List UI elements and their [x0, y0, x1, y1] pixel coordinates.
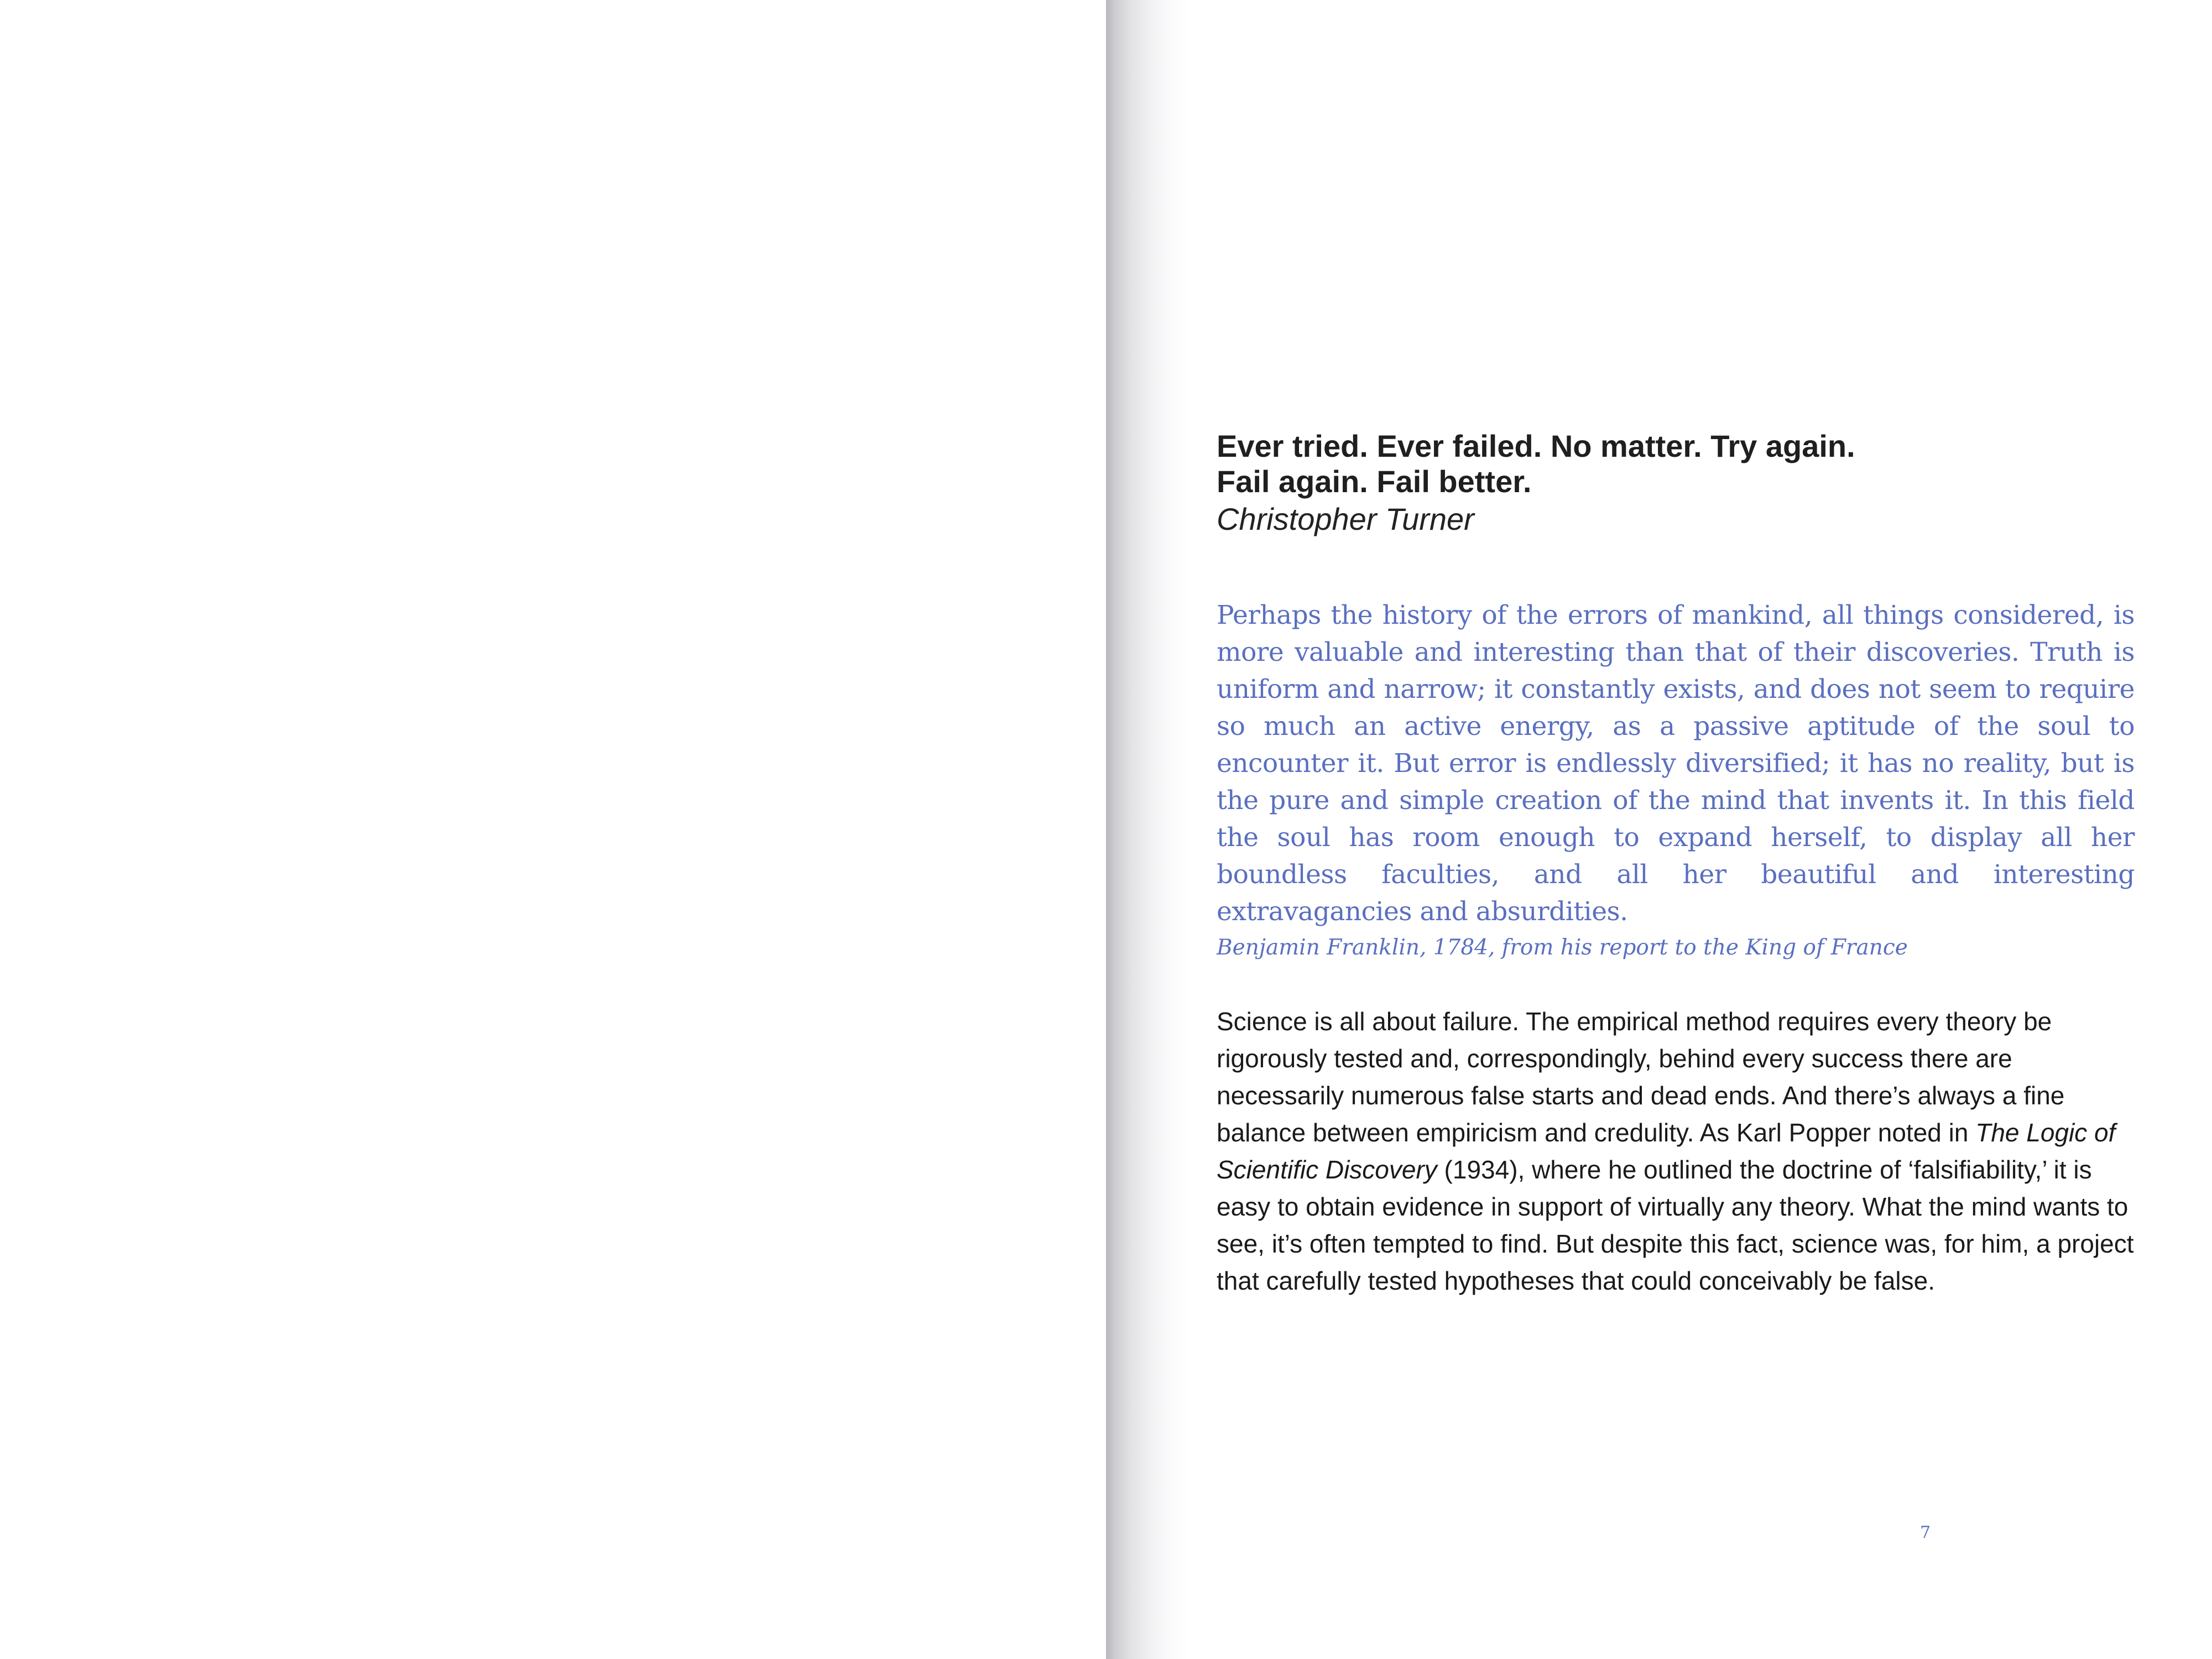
chapter-author: Christopher Turner	[1217, 502, 1474, 536]
epigraph-source: Benjamin Franklin, 1784, from his report to the King of France	[1217, 935, 1908, 960]
epigraph-quote: Perhaps the history of the errors of mankind, all things considered, is more valuable and interesting than that of their discoveries. Truth is uniform and narrow; it constantly exists, and does not seem to require so much an active energy, as a passive aptitude of the soul to encounter it. But error is endlessly diversified; it has no reality, but is the pure and simple creation of the mind that invents it. In this field the soul has room enough to expand herself, to display all her boundless faculties, and all her beautiful and interesting extravagancies and absurdities.	[1217, 600, 2135, 927]
chapter-title-line-2: Fail again. Fail better.	[1217, 464, 1532, 499]
page-number: 7	[1920, 1523, 1931, 1542]
body-text-part-1: Science is all about failure. The empirical method requires every theory be rigorously tested and, correspondingly, behind every success there are necessarily numerous false starts and dead ends. And there’s always a fine balance between empiricism and credulity. As Karl Popper noted in	[1217, 1007, 2065, 1147]
page-content	[1217, 429, 2135, 1300]
body-text-part-2: (1934), where he outlined the doctrine of ‘falsifiability,’ it is easy to obtain evidence in support of virtually any theory. What the mind wants to see, it’s often tempted to find. But despite this fact, science was, for him, a project that carefully tested hypotheses that could conceivably be false.	[1217, 1155, 2134, 1295]
chapter-title	[1217, 429, 2135, 499]
book-title-reference: The Logic of Scientific Discovery	[1217, 1118, 2116, 1184]
body-paragraph	[1217, 1003, 2135, 1300]
gutter-shadow	[1106, 0, 1189, 1659]
chapter-title-line-1: Ever tried. Ever failed. No matter. Try again.	[1217, 429, 1855, 463]
